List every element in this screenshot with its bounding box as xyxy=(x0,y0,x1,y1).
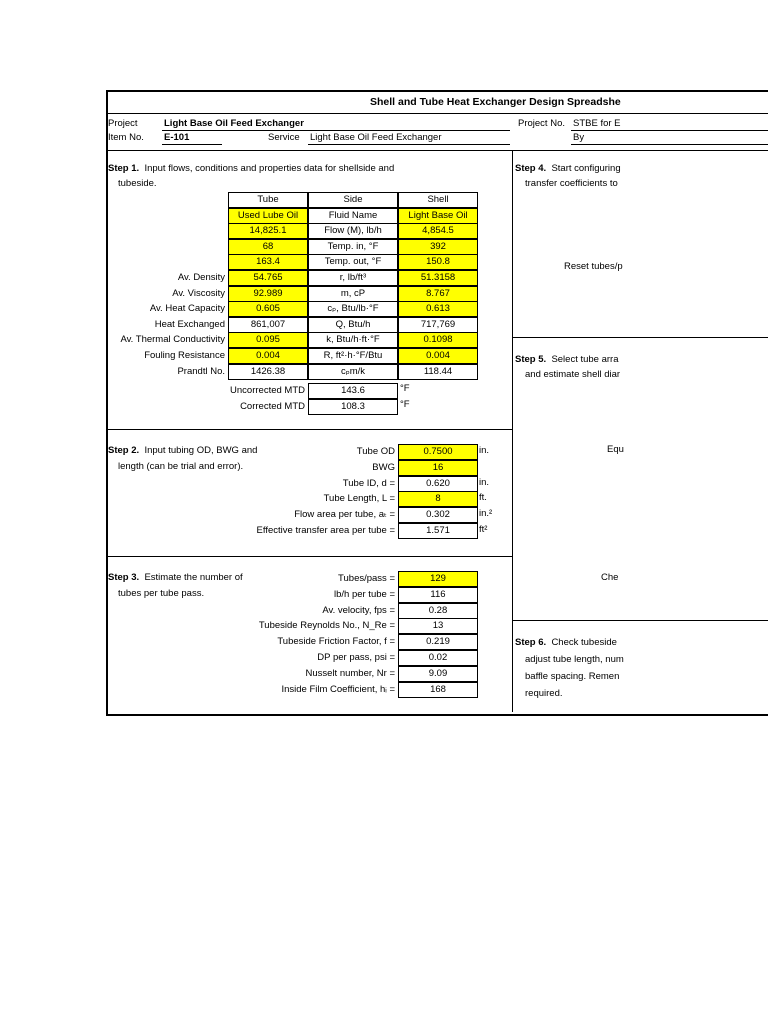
uncorrected-mtd-label: Uncorrected MTD xyxy=(230,385,305,396)
tubeside-param-value: 116 xyxy=(398,587,478,603)
property-label: Prandtl No. xyxy=(177,366,225,377)
tube-param-label: Flow area per tube, aₜ = xyxy=(294,509,395,520)
side-label-cell: Temp. in, °F xyxy=(308,239,398,255)
item-label: Item No. xyxy=(108,132,144,143)
shell-value-cell[interactable]: 150.8 xyxy=(398,254,478,270)
step1-text2: tubeside. xyxy=(118,178,157,189)
side-label-cell: m, cP xyxy=(308,286,398,302)
side-label-cell: cₚ, Btu/lb·°F xyxy=(308,301,398,317)
project-no-value[interactable]: STBE for E xyxy=(573,118,621,129)
by-label: By xyxy=(573,132,585,143)
equivalent-label: Equ xyxy=(607,444,624,455)
degree-unit: °F xyxy=(400,399,410,410)
tubeside-param-value[interactable]: 129 xyxy=(398,571,478,587)
step4-text2: transfer coefficients to xyxy=(525,178,618,189)
tube-value-cell[interactable]: 68 xyxy=(228,239,308,255)
tube-value-cell[interactable]: Used Lube Oil xyxy=(228,208,308,224)
step3-text2: tubes per tube pass. xyxy=(118,588,205,599)
service-label: Service xyxy=(268,132,300,143)
uncorrected-mtd-value: 143.6 xyxy=(308,383,398,399)
property-label: Av. Thermal Conductivity xyxy=(120,334,225,345)
corrected-mtd-value: 108.3 xyxy=(308,399,398,415)
tubeside-param-label: Tubes/pass = xyxy=(338,573,395,584)
tubeside-param-label: DP per pass, psi = xyxy=(317,652,395,663)
step4-text: Step 4. Start configuring xyxy=(515,163,621,174)
tubeside-param-label: Av. velocity, fps = xyxy=(322,605,395,616)
tube-value-cell[interactable]: 0.004 xyxy=(228,348,308,364)
tube-param-value: 0.620 xyxy=(398,476,478,492)
shell-value-cell[interactable]: 8.767 xyxy=(398,286,478,302)
side-label-cell: R, ft²·h·°F/Btu xyxy=(308,348,398,364)
tubeside-param-value: 0.28 xyxy=(398,603,478,619)
tubeside-param-label: Tubeside Friction Factor, f = xyxy=(277,636,395,647)
side-label-cell: Q, Btu/h xyxy=(308,317,398,333)
property-label: Av. Heat Capacity xyxy=(149,303,225,314)
side-header: Side xyxy=(308,192,398,208)
tube-param-label: BWG xyxy=(372,462,395,473)
title-divider xyxy=(106,113,768,114)
tube-param-label: Effective transfer area per tube = xyxy=(256,525,395,536)
step6-text4: required. xyxy=(525,688,563,699)
tube-value-cell: 861,007 xyxy=(228,317,308,333)
tube-param-value[interactable]: 0.7500 xyxy=(398,444,478,460)
tube-param-value[interactable]: 8 xyxy=(398,491,478,507)
tubeside-param-value: 13 xyxy=(398,618,478,634)
tubeside-param-value: 168 xyxy=(398,682,478,698)
tube-value-cell[interactable]: 0.095 xyxy=(228,332,308,348)
unit-label: in.² xyxy=(479,508,493,519)
side-label-cell: Fluid Name xyxy=(308,208,398,224)
unit-label: ft² xyxy=(479,524,488,535)
step5-text: Step 5. Select tube arra xyxy=(515,354,619,365)
unit-label: in. xyxy=(479,477,490,488)
property-label: Fouling Resistance xyxy=(144,350,225,361)
step6-text: Step 6. Check tubeside xyxy=(515,637,617,648)
shell-value-cell[interactable]: 392 xyxy=(398,239,478,255)
shell-value-cell: 118.44 xyxy=(398,364,478,380)
column-divider xyxy=(512,150,513,712)
property-label: Av. Viscosity xyxy=(172,288,225,299)
tubeside-param-value: 9.09 xyxy=(398,666,478,682)
tube-param-value: 1.571 xyxy=(398,523,478,539)
property-label: Heat Exchanged xyxy=(154,319,225,330)
tubeside-param-label: Inside Film Coefficient, hᵢ = xyxy=(281,684,395,695)
side-label-cell: r, lb/ft³ xyxy=(308,270,398,286)
shell-value-cell[interactable]: 0.1098 xyxy=(398,332,478,348)
tube-value-cell[interactable]: 0.605 xyxy=(228,301,308,317)
check-label: Che xyxy=(601,572,619,583)
step2-text2: length (can be trial and error). xyxy=(118,461,244,472)
service-value[interactable]: Light Base Oil Feed Exchanger xyxy=(310,132,442,143)
tube-param-value: 0.302 xyxy=(398,507,478,523)
project-value[interactable]: Light Base Oil Feed Exchanger xyxy=(164,118,304,129)
tube-param-label: Tube OD xyxy=(356,446,395,457)
shell-value-cell[interactable]: 0.613 xyxy=(398,301,478,317)
shell-value-cell[interactable]: 0.004 xyxy=(398,348,478,364)
tube-param-value[interactable]: 16 xyxy=(398,460,478,476)
step6-text2: adjust tube length, num xyxy=(525,654,624,665)
project-label: Project xyxy=(108,118,138,129)
tube-param-label: Tube ID, d = xyxy=(342,478,395,489)
sheet-title: Shell and Tube Heat Exchanger Design Spreadshe xyxy=(370,96,621,108)
shell-value-cell[interactable]: 51.3158 xyxy=(398,270,478,286)
shell-value-cell: 717,769 xyxy=(398,317,478,333)
degree-unit: °F xyxy=(400,383,410,394)
item-value[interactable]: E-101 xyxy=(164,132,190,143)
tube-header: Tube xyxy=(228,192,308,208)
side-label-cell: cₚm/k xyxy=(308,364,398,380)
step6-text3: baffle spacing. Remen xyxy=(525,671,620,682)
tube-param-label: Tube Length, L = xyxy=(323,493,395,504)
shell-header: Shell xyxy=(398,192,478,208)
property-label: Av. Density xyxy=(177,272,225,283)
unit-label: ft. xyxy=(479,492,487,503)
tubeside-param-value: 0.219 xyxy=(398,634,478,650)
tube-value-cell[interactable]: 14,825.1 xyxy=(228,223,308,239)
shell-value-cell[interactable]: 4,854.5 xyxy=(398,223,478,239)
side-label-cell: k, Btu/h·ft·°F xyxy=(308,332,398,348)
tubeside-param-label: lb/h per tube = xyxy=(333,589,395,600)
step3-text: Step 3. Estimate the number of xyxy=(108,572,243,583)
step1-text: Step 1. Input flows, conditions and properties data for shellside and xyxy=(108,163,395,174)
tubeside-param-label: Tubeside Reynolds No., N_Re = xyxy=(258,620,395,631)
side-label-cell: Temp. out, °F xyxy=(308,254,398,270)
unit-label: in. xyxy=(479,445,490,456)
tube-value-cell[interactable]: 92.989 xyxy=(228,286,308,302)
step5-text2: and estimate shell diar xyxy=(525,369,621,380)
project-no-label: Project No. xyxy=(518,118,565,129)
tubeside-param-value: 0.02 xyxy=(398,650,478,666)
step2-text: Step 2. Input tubing OD, BWG and xyxy=(108,445,258,456)
reset-tubes-button[interactable]: Reset tubes/p xyxy=(564,261,623,272)
shell-value-cell[interactable]: Light Base Oil xyxy=(398,208,478,224)
tubeside-param-label: Nusselt number, Nr = xyxy=(305,668,395,679)
tube-value-cell[interactable]: 54.765 xyxy=(228,270,308,286)
tube-value-cell[interactable]: 163.4 xyxy=(228,254,308,270)
tube-value-cell: 1426.38 xyxy=(228,364,308,380)
corrected-mtd-label: Corrected MTD xyxy=(240,401,305,412)
side-label-cell: Flow (M), lb/h xyxy=(308,223,398,239)
